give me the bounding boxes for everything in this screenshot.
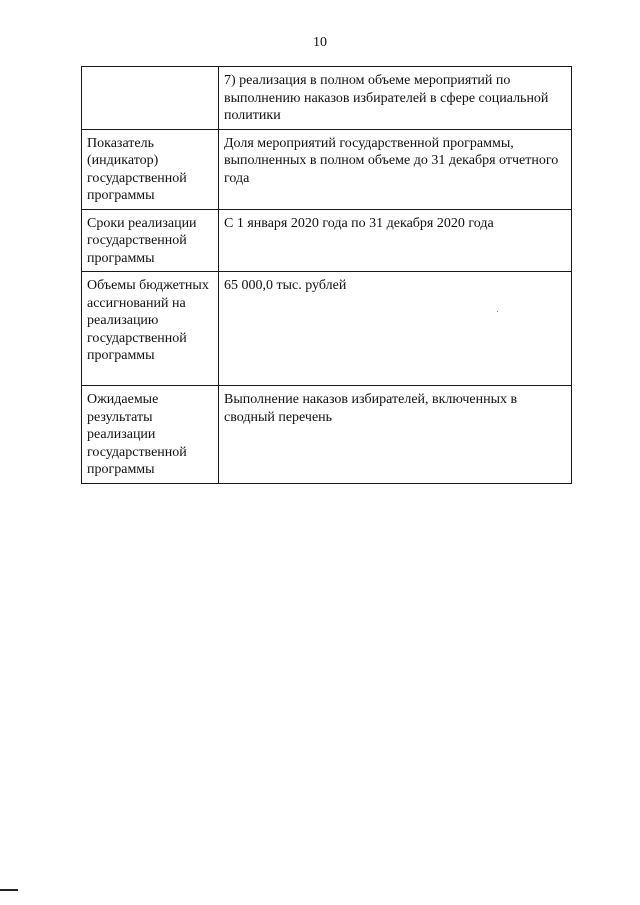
row-value: 7) реализация в полном объеме мероприятий по выполнению наказов избирателей в сфере социальной политики — [219, 67, 572, 130]
row-value: Доля мероприятий государственной программы, выполненных в полном объеме до 31 декабря отчетного года — [219, 129, 572, 209]
footer-mark — [0, 889, 18, 891]
row-label: Ожидаемые результаты реализации государственной программы — [82, 386, 219, 484]
table-row — [82, 67, 572, 130]
table-row — [82, 272, 572, 386]
row-value: 65 000,0 тыс. рублей — [219, 272, 572, 386]
table-row — [82, 386, 572, 484]
table-row — [82, 129, 572, 209]
row-label: Сроки реализации государственной программы — [82, 209, 219, 272]
page-number: 10 — [313, 35, 327, 50]
table-row — [82, 209, 572, 272]
program-passport-table — [81, 66, 572, 484]
row-value: Выполнение наказов избирателей, включенных в сводный перечень — [219, 386, 572, 484]
row-label — [82, 67, 219, 130]
scan-speck — [497, 311, 498, 312]
row-value: С 1 января 2020 года по 31 декабря 2020 года — [219, 209, 572, 272]
row-label: Объемы бюджетных ассигнований на реализацию государственной программы — [82, 272, 219, 386]
row-label: Показатель (индикатор) государственной программы — [82, 129, 219, 209]
